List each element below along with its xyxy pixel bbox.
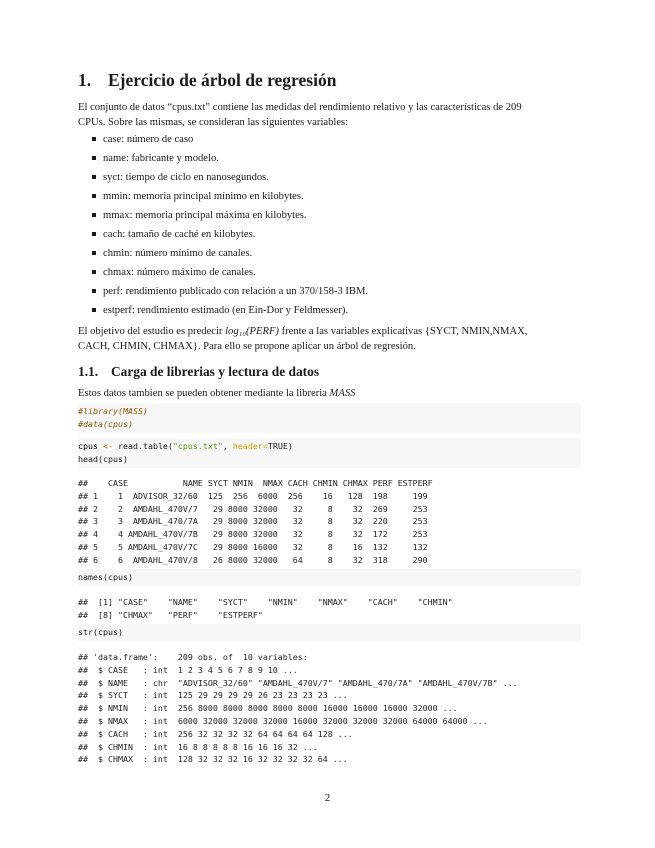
bullet-icon	[92, 175, 96, 179]
bullet-icon	[92, 289, 96, 293]
code-line: #library(MASS)	[78, 406, 148, 416]
output-line: ## CASE NAME SYCT NMIN NMAX CACH CHMIN CHMAX PERF ESTPERF	[78, 478, 433, 488]
output-line: ## 5 5 AMDAHL_470V/7C 29 8000 16000 32 8 16 132 132	[78, 541, 428, 552]
output-str	[78, 651, 581, 766]
section-title-text: Ejercicio de árbol de regresión	[108, 70, 337, 90]
intro-line-2: CPUs. Sobre las mismas, se consideran las siguientes variables:	[78, 117, 349, 128]
code-block-names	[78, 569, 581, 586]
subsection-title	[78, 364, 319, 380]
list-item: cach: tamaño de caché en kilobytes.	[92, 227, 368, 246]
output-line: ## $ CHMAX : int 128 32 32 32 16 32 32 32 32 64 ...	[78, 754, 348, 765]
output-line: ## 'data.frame': 209 obs. of 10 variables:	[78, 652, 308, 662]
bullet-icon	[92, 270, 96, 274]
code-block-library	[78, 403, 581, 433]
bullet-icon	[92, 308, 96, 312]
output-line: ## $ NAME : chr "ADVISOR_32/60" "AMDAHL_470V/7" "AMDAHL_470/7A" "AMDAHL_470V/7B" ...	[78, 677, 518, 688]
list-item: case: número de caso	[92, 132, 368, 151]
intro-line-1: El conjunto de datos “cpus.txt” contiene las medidas del rendimiento relativo y las características de 209	[78, 102, 522, 113]
code-block-str	[78, 624, 581, 641]
subsection-number: 1.1.	[78, 364, 99, 379]
library-name: MASS	[329, 388, 356, 399]
list-item: syct: tiempo de ciclo en nanosegundos.	[92, 170, 368, 189]
output-line: ## $ NMIN : int 256 8000 8000 8000 8000 8000 16000 16000 16000 32000 ...	[78, 703, 458, 714]
list-item: perf: rendimiento publicado con relación a un 370/158-3 IBM.	[92, 284, 368, 303]
list-item: estperf: rendimiento estimado (en Ein-Dor y Feldmesser).	[92, 303, 368, 322]
code-block-read	[78, 438, 581, 468]
output-line: ## $ CHMIN : int 16 8 8 8 8 8 16 16 16 32 ...	[78, 741, 318, 752]
output-line: ## [1] "CASE" "NAME" "SYCT" "NMIN" "NMAX" "CACH" "CHMIN"	[78, 597, 453, 607]
bullet-icon	[92, 251, 96, 255]
bullet-icon	[92, 156, 96, 160]
list-item: chmin: número mínimo de canales.	[92, 246, 368, 265]
subsection-title-text: Carga de librerias y lectura de datos	[111, 364, 320, 379]
list-item: mmax: memoria principal máxima en kilobytes.	[92, 208, 368, 227]
bullet-icon	[92, 137, 96, 141]
output-names	[78, 596, 581, 622]
section-number: 1.	[78, 70, 92, 90]
output-line: ## 3 3 AMDAHL_470/7A 29 8000 32000 32 8 32 220 253	[78, 516, 428, 527]
list-item: name: fabricante y modelo.	[92, 151, 368, 170]
output-line: ## 2 2 AMDAHL_470V/7 29 8000 32000 32 8 32 269 253	[78, 503, 428, 514]
output-line: ## $ CACH : int 256 32 32 32 32 64 64 64 64 128 ...	[78, 728, 353, 739]
page-number: 2	[324, 793, 331, 804]
section-title	[78, 70, 336, 91]
code-line: head(cpus)	[78, 453, 128, 464]
variables-list	[92, 132, 368, 322]
formula: log₁₀(PERF)	[225, 326, 279, 337]
list-item: mmin: memoria principal mínimo en kilobytes.	[92, 189, 368, 208]
code-line: cpus <- read.table("cpus.txt", header=TRUE)	[78, 441, 293, 451]
bullet-icon	[92, 232, 96, 236]
output-line: ## $ CASE : int 1 2 3 4 5 6 7 8 9 10 ...	[78, 664, 298, 675]
list-item: chmax: número máximo de canales.	[92, 265, 368, 284]
code-line: names(cpus)	[78, 572, 133, 582]
code-line: #data(cpus)	[78, 418, 133, 429]
output-line: ## 6 6 AMDAHL_470V/8 26 8000 32000 64 8 32 318 290	[78, 554, 428, 565]
objective-paragraph: El objetivo del estudio es predecir log₁₀(PERF) frente a las variables explicativas {SYCT, NMIN,NMAX, CACH, CHMIN, CHMAX}. Para ello se propone aplicar un árbol de regresión.	[78, 326, 528, 352]
output-line: ## 1 1 ADVISOR_32/60 125 256 6000 256 16 128 198 199	[78, 490, 428, 501]
output-line: ## $ NMAX : int 6000 32000 32000 32000 16000 32000 32000 32000 64000 64000 ...	[78, 715, 488, 726]
load-paragraph: Estos datos tambien se pueden obtener mediante la libreria MASS	[78, 388, 356, 399]
output-line: ## 4 4 AMDAHL_470V/7B 29 8000 32000 32 8 32 172 253	[78, 529, 428, 540]
output-line: ## [8] "CHMAX" "PERF" "ESTPERF"	[78, 609, 263, 620]
bullet-icon	[92, 194, 96, 198]
code-line: str(cpus)	[78, 627, 123, 637]
bullet-icon	[92, 213, 96, 217]
intro-paragraph	[78, 100, 581, 130]
output-head	[78, 477, 581, 567]
output-line: ## $ SYCT : int 125 29 29 29 29 26 23 23 23 23 ...	[78, 690, 348, 701]
